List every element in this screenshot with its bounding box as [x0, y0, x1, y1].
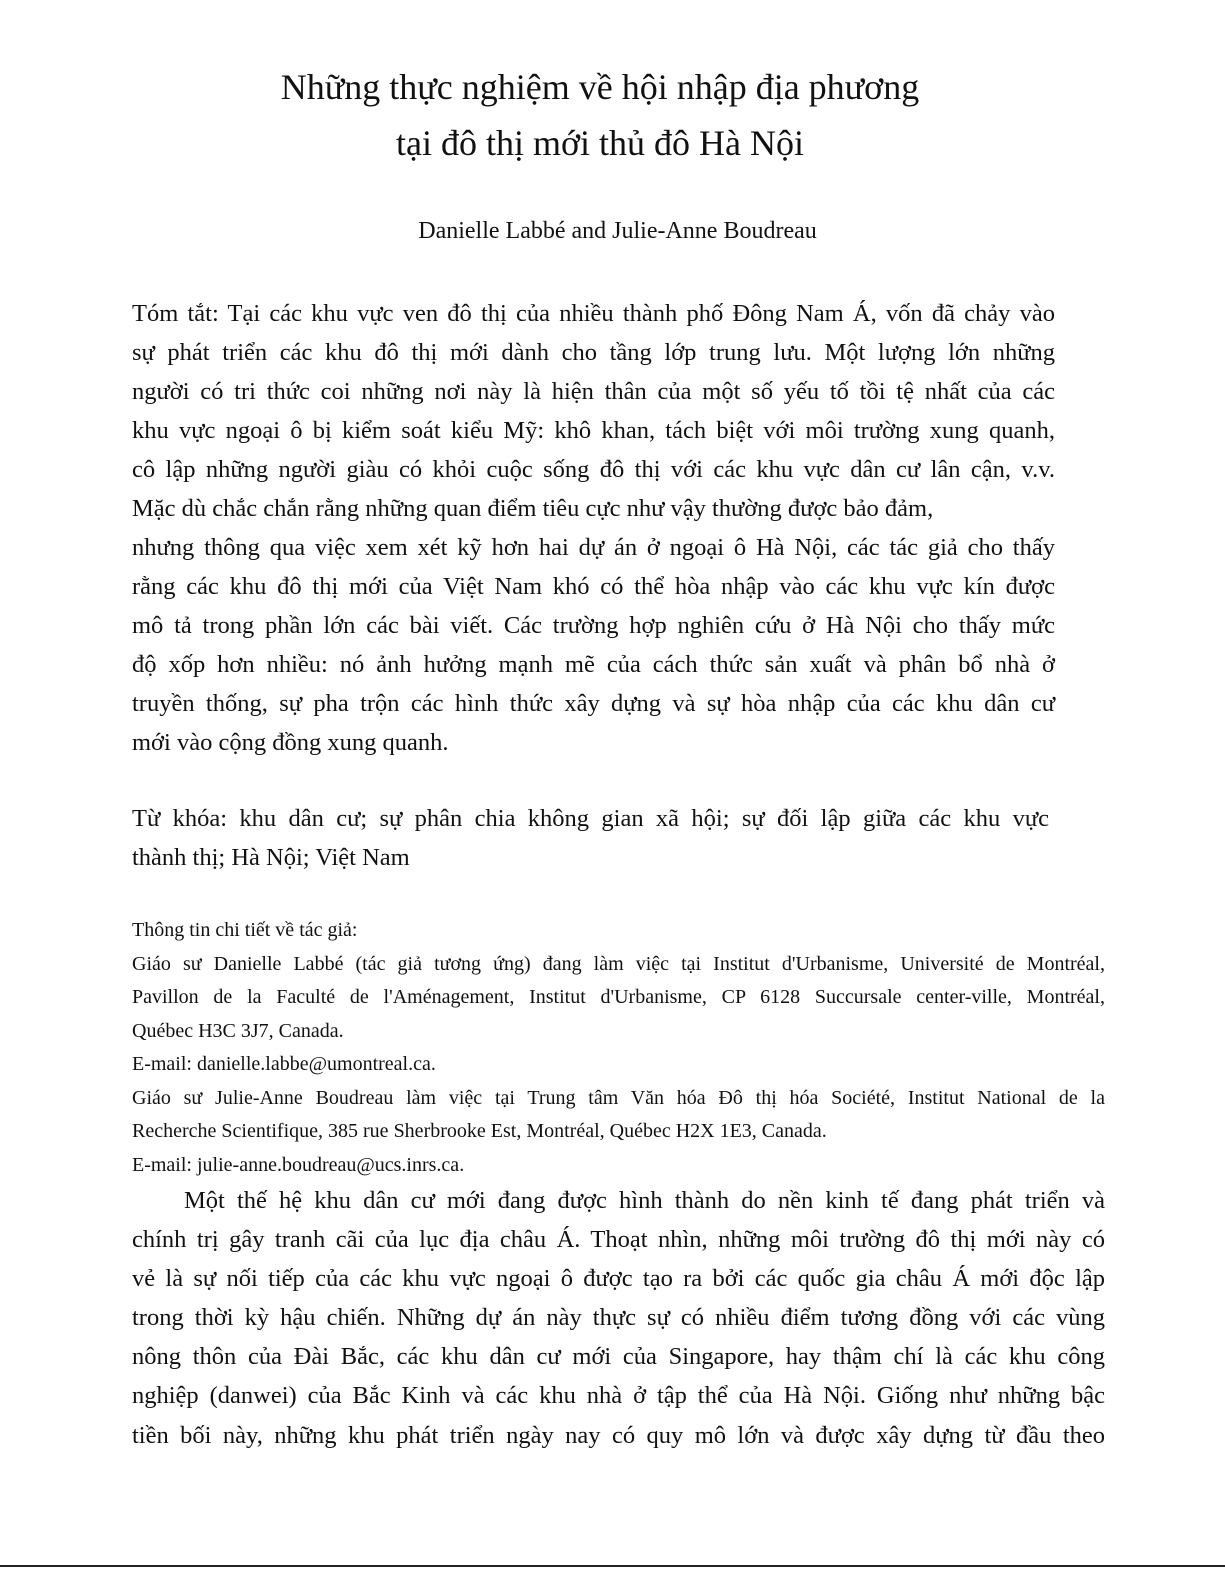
- page-bottom-rule: [0, 1565, 1225, 1567]
- body-line: tiền bối này, những khu phát triển ngày nay có quy mô lớn và được xây dựng từ đầu theo: [132, 1421, 1105, 1449]
- abstract-line: khu vực ngoại ô bị kiểm soát kiểu Mỹ: khô khan, tách biệt với môi trường xung quanh,: [132, 417, 1055, 444]
- body-line: nông thôn của Đài Bắc, các khu dân cư mới của Singapore, hay thậm chí là các khu công: [132, 1343, 1105, 1371]
- body-line: chính trị gây tranh cãi của lục địa châu Á. Thoạt nhìn, những môi trường đô thị mới này có: [132, 1226, 1105, 1254]
- abstract-line: sự phát triển các khu đô thị mới dành cho tầng lớp trung lưu. Một lượng lớn những: [132, 339, 1055, 366]
- abstract-line: Tóm tắt: Tại các khu vực ven đô thị của nhiều thành phố Đông Nam Á, vốn đã chảy vào: [132, 300, 1055, 327]
- abstract-line: người có tri thức coi những nơi này là hiện thân của một số yếu tố tồi tệ nhất của các: [132, 378, 1055, 405]
- abstract-line: độ xốp hơn nhiều: nó ảnh hưởng mạnh mẽ của cách thức sản xuất và phân bổ nhà ở: [132, 651, 1055, 678]
- body-line: nghiệp (danwei) của Bắc Kinh và các khu nhà ở tập thể của Hà Nội. Giống như những bậc: [132, 1382, 1105, 1410]
- abstract-line: rằng các khu đô thị mới của Việt Nam khó có thể hòa nhập vào các khu vực kín được: [132, 573, 1055, 600]
- abstract-line: mô tả trong phần lớn các bài viết. Các trường hợp nghiên cứu ở Hà Nội cho thấy mức: [132, 612, 1055, 639]
- body-paragraph: [132, 1181, 1105, 1455]
- author-info-line: Québec H3C 3J7, Canada.: [132, 1019, 344, 1042]
- body-line: vẻ là sự nối tiếp của các khu vực ngoại ô được tạo ra bởi các quốc gia châu Á mới độc lập: [132, 1265, 1105, 1293]
- title-line-2: tại đô thị mới thủ đô Hà Nội: [395, 123, 804, 163]
- abstract: [132, 294, 1055, 762]
- keywords-line: Từ khóa: khu dân cư; sự phân chia không gian xã hội; sự đối lập giữa các khu vực: [132, 805, 1049, 832]
- title-line-1: Những thực nghiệm về hội nhập địa phương: [280, 67, 920, 107]
- author-info-line: E-mail: julie-anne.boudreau@ucs.inrs.ca.: [132, 1153, 465, 1176]
- abstract-line: Mặc dù chắc chắn rằng những quan điểm tiêu cực như vậy thường được bảo đảm,: [132, 495, 934, 522]
- author-info-line: E-mail: danielle.labbe@umontreal.ca.: [132, 1053, 436, 1075]
- abstract-line: cô lập những người giàu có khỏi cuộc sống đô thị với các khu vực dân cư lân cận, v.v.: [132, 456, 1055, 483]
- keywords: [132, 799, 1049, 877]
- abstract-line: truyền thống, sự pha trộn các hình thức xây dựng và sự hòa nhập của các khu dân cư: [132, 690, 1055, 717]
- author-info-line: Pavillon de la Faculté de l'Aménagement, Institut d'Urbanisme, CP 6128 Succursale center-ville, Montréal,: [132, 986, 1105, 1008]
- body-line: trong thời kỳ hậu chiến. Những dự án này thực sự có nhiều điểm tương đồng với các vùng: [132, 1304, 1105, 1332]
- author-info-line: Thông tin chi tiết về tác giả:: [132, 919, 358, 941]
- author-info-line: Recherche Scientifique, 385 rue Sherbrooke Est, Montréal, Québec H2X 1E3, Canada.: [132, 1120, 827, 1142]
- authors: Danielle Labbé and Julie-Anne Boudreau: [418, 218, 817, 244]
- body-line: Một thế hệ khu dân cư mới đang được hình thành do nền kinh tế đang phát triển và: [184, 1187, 1105, 1214]
- keywords-line: thành thị; Hà Nội; Việt Nam: [132, 844, 410, 871]
- abstract-line: nhưng thông qua việc xem xét kỹ hơn hai dự án ở ngoại ô Hà Nội, các tác giả cho thấy: [132, 534, 1055, 561]
- author-info: [132, 914, 1105, 1182]
- author-info-line: Giáo sư Danielle Labbé (tác giả tương ứng) đang làm việc tại Institut d'Urbanisme, Université de Montréal,: [132, 952, 1105, 975]
- abstract-line: mới vào cộng đồng xung quanh.: [132, 729, 449, 756]
- author-info-line: Giáo sư Julie-Anne Boudreau làm việc tại Trung tâm Văn hóa Đô thị hóa Société, Institut National de la: [132, 1086, 1105, 1109]
